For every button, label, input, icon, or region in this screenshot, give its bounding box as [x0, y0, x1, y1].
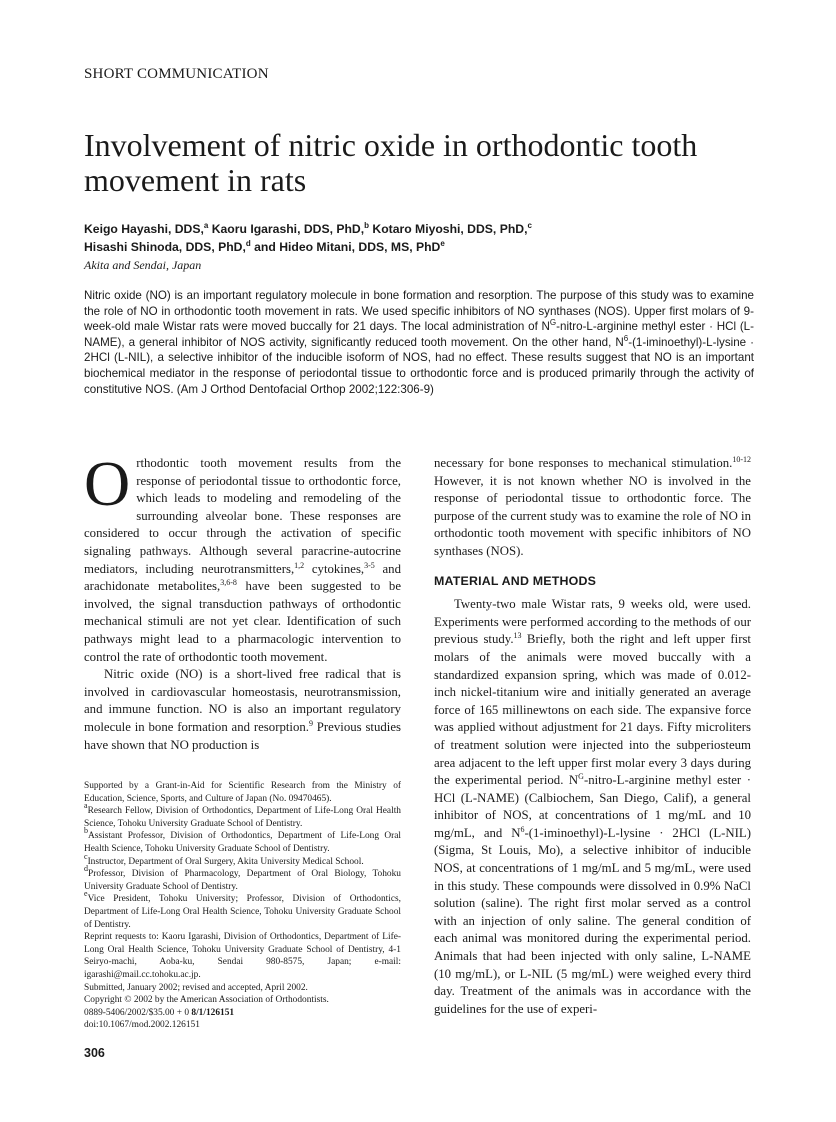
- author-igarashi: Kaoru Igarashi, DDS, PhD,: [208, 222, 365, 236]
- body-column-right: [434, 455, 751, 1018]
- author-shinoda: Hisashi Shinoda, DDS, PhD,: [84, 240, 246, 254]
- article-title: Involvement of nitric oxide in orthodontic tooth movement in rats: [84, 127, 698, 198]
- affiliation-marker: d: [84, 864, 88, 874]
- affiliation-marker: a: [203, 221, 209, 230]
- page-number: 306: [84, 1046, 105, 1060]
- abstract-text: -(1-iminoethyl)-L-lysine · 2HCl (L-NIL), a selective inhibitor of the inducible isoform of NOS, had no effect. These results suggest that NO is an important biochemical mediator in the response of periodontal tissue to orthodontic force and is produced primarily through the activity of constitutive NOS. (Am J Orthod Dentofacial Orthop 2002;122:306-9): [84, 335, 754, 396]
- footnote-issn: [84, 1007, 401, 1020]
- footnote-affiliation-b: [84, 826, 401, 855]
- methods-paragraph-1: [434, 596, 751, 1018]
- abstract-text: Nitric oxide (NO) is an important regulatory molecule in bone formation and resorption. The purpose of this study was to examine the role of NO in orthodontic tooth movement in rats. We used specific inhibitors of NO synthases (NOS). Upper first molars of 9-week-old male Wistar rats were moved buccally for 21 days. The local administration of N: [84, 289, 754, 334]
- footnote-text: Vice President, Tohoku University; Professor, Division of Orthodontics, Department of Life-Long Oral Health Science, Tohoku University Graduate School of Dentistry.: [84, 894, 401, 930]
- issn-code: 8/1/126151: [191, 1007, 235, 1018]
- body-text: However, it is not known whether NO is involved in the response of periodontal tissue to orthodontic force. The purpose of the current study was to examine the role of NO in orthodontic tooth movement with specific inhibitors of NO synthases (NOS).: [434, 473, 751, 558]
- author-hayashi: Keigo Hayashi, DDS,: [84, 222, 204, 236]
- body-text: cytokines,: [304, 561, 365, 576]
- affiliation-marker: b: [84, 826, 88, 836]
- citation-ref: 3,6-8: [220, 578, 237, 588]
- author-list: [84, 220, 764, 256]
- affiliation-marker: a: [84, 801, 88, 811]
- affiliation-marker: c: [527, 221, 532, 230]
- author-line-1: [84, 220, 764, 238]
- citation-ref: 13: [513, 631, 522, 641]
- author-miyoshi: Kotaro Miyoshi, DDS, PhD,: [369, 222, 528, 236]
- intro-paragraph-2: [84, 666, 401, 754]
- superscript: G: [578, 772, 584, 782]
- footnote-support: Supported by a Grant-in-Aid for Scientific Research from the Ministry of Education, Science, Sports, and Culture of Japan (No. 09470465).: [84, 781, 401, 804]
- footnote-text: Instructor, Department of Oral Surgery, Akita University Medical School.: [87, 856, 364, 867]
- superscript: 6: [623, 333, 629, 343]
- affiliation-marker: d: [245, 239, 251, 248]
- citation-ref: 3-5: [364, 560, 375, 570]
- footnotes: [84, 780, 401, 1032]
- footnote-copyright: Copyright © 2002 by the American Association of Orthodontists.: [84, 995, 329, 1006]
- body-text: have been suggested to be involved, the signal transduction pathways of orthodontic mechanical stimuli are not yet clear. Identification of such pathways might lead to a pharmacologic intervention to control the rate of orthodontic tooth movement.: [84, 579, 401, 664]
- footnote-doi: doi:10.1067/mod.2002.126151: [84, 1020, 200, 1031]
- citation-ref: 1,2: [294, 560, 305, 570]
- body-text: and arachidonate metabolites,: [84, 561, 401, 594]
- author-line-2: [84, 238, 764, 256]
- superscript: 6: [520, 824, 525, 834]
- affiliation-marker: e: [84, 889, 88, 899]
- body-text: -(1-iminoethyl)-L-lysine · 2HCl (L-NIL) (Sigma, St Louis, Mo), a selective inhibitor of inducible NOS, at concentrations of 1 mg/mL and 5 mg/mL, were used in this study. These compounds were dissolved in 0.9% NaCl solution (saline). The right first molar served as a control with an injection of only saline. The general condition of each animal was monitored during the experimental period. Animals that had been injected with only saline, L-NAME (10 mg/mL), or L-NIL (5 mg/mL) were weighed every third day. Treatment of the animals was in accordance with the guidelines for the use of experi-: [434, 825, 752, 1016]
- affiliation-marker: b: [364, 221, 369, 230]
- affiliation-marker: e: [440, 239, 445, 248]
- citation-ref: 10-12: [732, 455, 751, 464]
- footnote-text: Research Fellow, Division of Orthodontics, Department of Life-Long Oral Health Science, Tohoku University Graduate School of Dentistry.: [84, 806, 401, 829]
- intro-paragraph-3: [434, 455, 751, 561]
- issn-text: 0889-5406/2002/$35.00 + 0: [84, 1007, 192, 1018]
- footnote-affiliation-a: [84, 801, 401, 830]
- section-heading-methods: MATERIAL AND METHODS: [434, 573, 597, 588]
- body-text: Nitric oxide (NO) is a short-lived free radical that is involved in cardiovascular homeostasis, neurotransmission, and immune function. NO is also an important regulatory molecule in bone formation and resorption.: [84, 667, 401, 734]
- body-text: rthodontic tooth movement results from the response of periodontal tissue to orthodontic force, which leads to modeling and remodeling of the surrounding alveolar bone. These responses are considered to occur through the activation of specific signaling pathways. Although several paracrine-autocrine mediators, including neurotransmitters,: [84, 456, 401, 576]
- abstract-text: -nitro-L-arginine methyl ester · HCl (L-NAME), a general inhibitor of NOS activity, significantly reduced tooth movement. On the other hand, N: [84, 320, 754, 349]
- body-text: Twenty-two male Wistar rats, 9 weeks old, were used. Experiments were performed according to the methods of our previous study.: [434, 597, 751, 647]
- footnote-affiliation-c: [84, 851, 401, 869]
- body-column-left: [84, 448, 401, 754]
- abstract: [84, 288, 754, 397]
- citation-ref: 9: [308, 718, 313, 728]
- body-text: Previous studies have shown that NO production is: [84, 719, 401, 752]
- author-mitani: and Hideo Mitani, DDS, MS, PhD: [250, 240, 441, 254]
- footnote-text: Assistant Professor, Division of Orthodontics, Department of Life-Long Oral Health Science, Tohoku University Graduate School of Dentistry.: [84, 831, 401, 854]
- affiliation-marker: c: [84, 851, 88, 861]
- body-text: Briefly, both the right and left upper first molars of the animals were moved buccally with a standardized expansion spring, which was made of 0.012-inch nickel-titanium wire and initially generated an average force of 165 millinewtons on each side. The expansive force was applied without adjustment for 21 days. Fifty microliters of treatment solution were injected into the subperiosteum area adjacent to the left upper first molar every 3 days during the experimental period. N: [434, 632, 751, 788]
- drop-cap: O: [84, 448, 131, 519]
- footnote-text: Professor, Division of Pharmacology, Department of Oral Biology, Tohoku University Graduate School of Dentistry.: [84, 869, 401, 892]
- intro-paragraph-1: [84, 448, 401, 666]
- footnote-affiliation-d: [84, 864, 401, 893]
- body-text: -nitro-L-arginine methyl ester · HCl (L-NAME) (Calbiochem, San Diego, Calif), a general inhibitor of NOS, at concentrations of 1 mg/mL and 10 mg/mL, and N: [434, 773, 751, 840]
- footnote-reprint: Reprint requests to: Kaoru Igarashi, Division of Orthodontics, Department of Life-Long Oral Health Science, Tohoku University Graduate School of Dentistry, 4-1 Seiryo-machi, Aoba-ku, Sendai 980-8575, Japan; e-mail: igarashi@mail.cc.tohoku.ac.jp.: [84, 932, 401, 980]
- footnote-submitted: Submitted, January 2002; revised and accepted, April 2002.: [84, 982, 308, 993]
- section-label: SHORT COMMUNICATION: [84, 66, 269, 82]
- superscript: G: [549, 318, 557, 328]
- author-location: Akita and Sendai, Japan: [84, 258, 202, 272]
- footnote-affiliation-e: [84, 889, 401, 931]
- body-text: necessary for bone responses to mechanical stimulation.: [434, 456, 733, 470]
